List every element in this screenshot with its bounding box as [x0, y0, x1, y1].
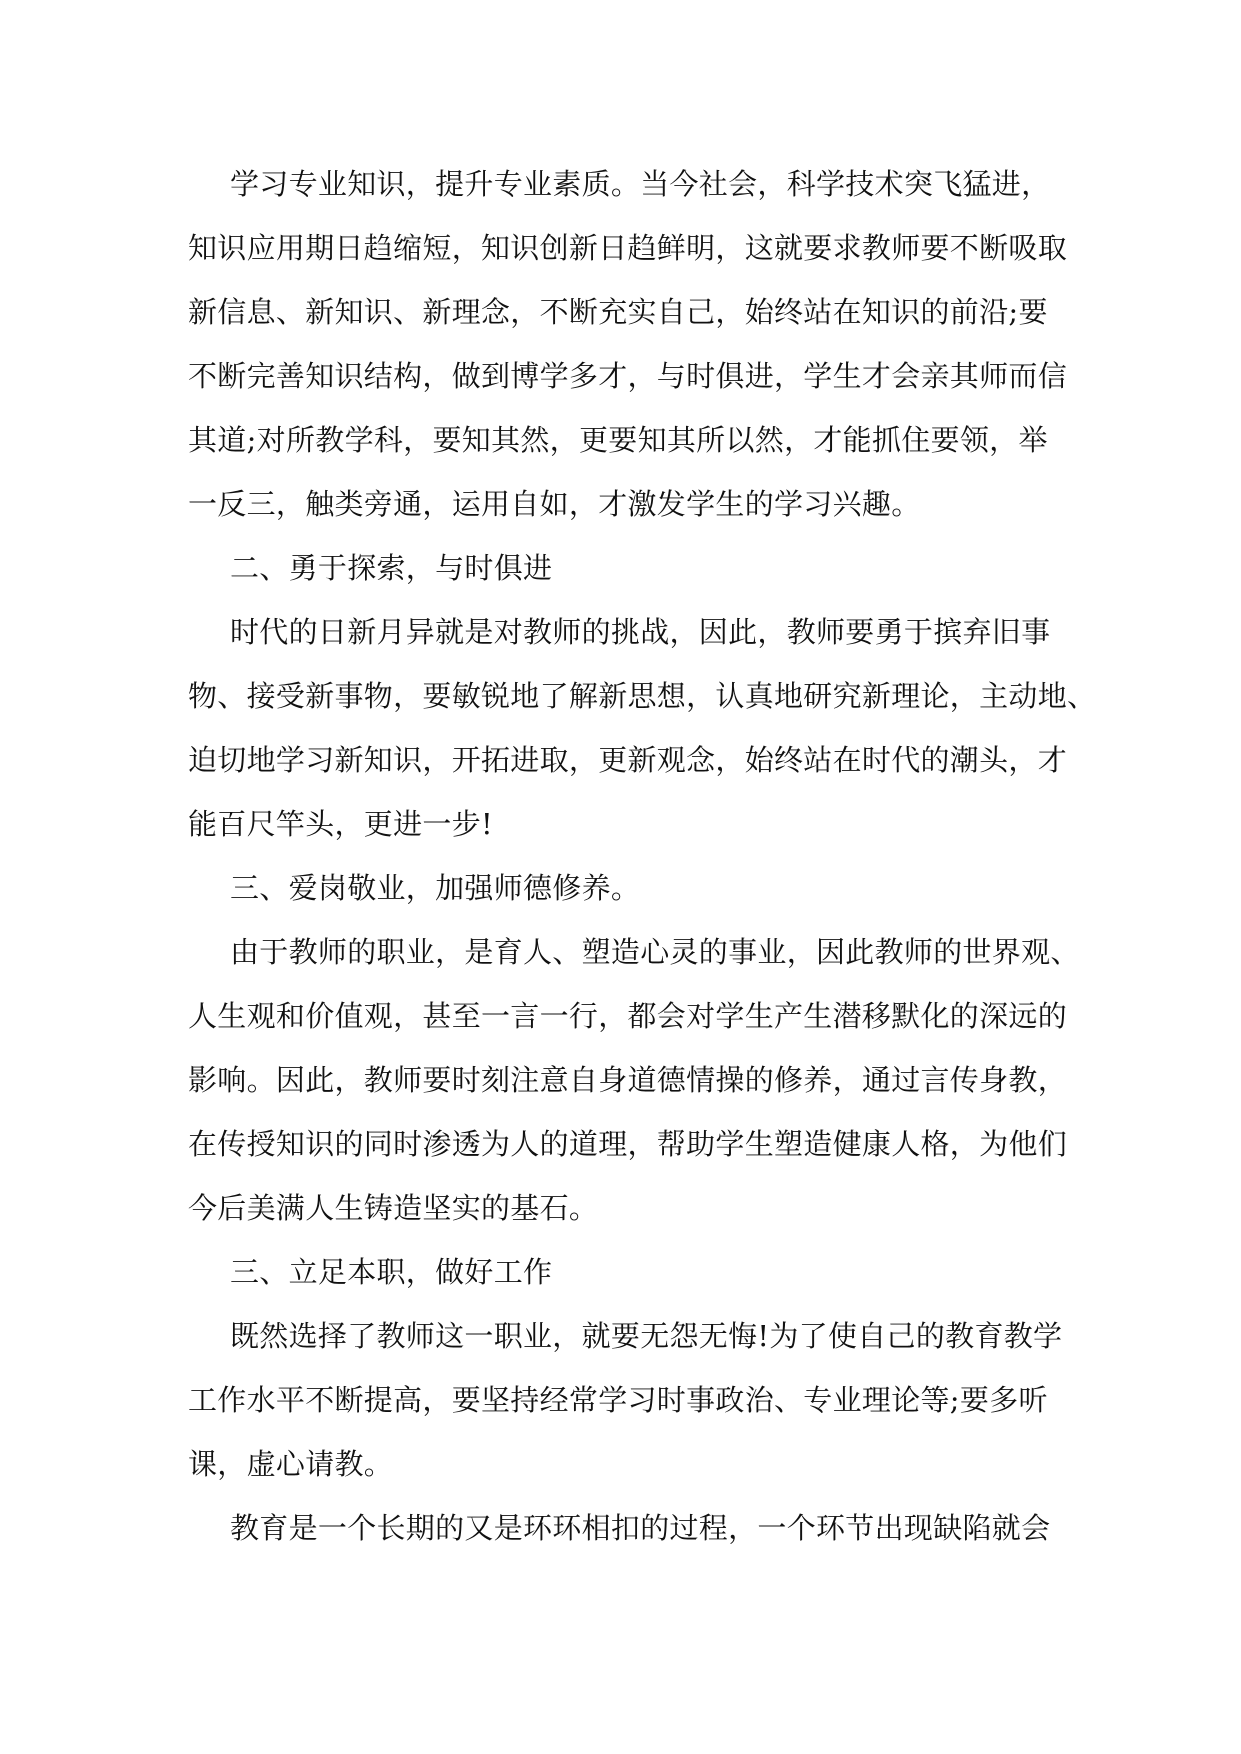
section-heading: 三、立足本职，做好工作: [230, 1255, 553, 1289]
section-heading: 二、勇于探索，与时俱进: [230, 551, 553, 585]
text-line: 课，虚心请教。: [188, 1447, 394, 1481]
text-line: 教育是一个长期的又是环环相扣的过程，一个环节出现缺陷就会: [230, 1511, 1051, 1545]
document-body: [188, 152, 1097, 1560]
text-line: 一反三，触类旁通，运用自如，才激发学生的学习兴趣。: [188, 487, 921, 521]
text-line: 影响。因此，教师要时刻注意自身道德情操的修养，通过言传身教，: [188, 1063, 1068, 1097]
text-line: 知识应用期日趋缩短，知识创新日趋鲜明，这就要求教师要不断吸取: [188, 231, 1068, 265]
text-line: 其道;对所教学科，要知其然，更要知其所以然，才能抓住要领，举: [188, 423, 1048, 457]
text-line: 时代的日新月异就是对教师的挑战，因此，教师要勇于摈弃旧事: [230, 615, 1051, 649]
text-line: 既然选择了教师这一职业，就要无怨无悔!为了使自己的教育教学: [230, 1319, 1063, 1353]
text-line: 物、接受新事物，要敏锐地了解新思想，认真地研究新理论，主动地、: [188, 679, 1097, 713]
text-line: 新信息、新知识、新理念，不断充实自己，始终站在知识的前沿;要: [188, 295, 1048, 329]
text-line: 能百尺竿头，更进一步!: [188, 807, 493, 841]
text-line: 在传授知识的同时渗透为人的道理，帮助学生塑造健康人格，为他们: [188, 1127, 1068, 1161]
text-line: 迫切地学习新知识，开拓进取，更新观念，始终站在时代的潮头，才: [188, 743, 1068, 777]
section-heading: 三、爱岗敬业，加强师德修养。: [230, 871, 641, 905]
text-line: 今后美满人生铸造坚实的基石。: [188, 1191, 599, 1225]
text-line: 由于教师的职业，是育人、塑造心灵的事业，因此教师的世界观、: [230, 935, 1080, 969]
text-line: 不断完善知识结构，做到博学多才，与时俱进，学生才会亲其师而信: [188, 359, 1068, 393]
text-line: 学习专业知识，提升专业素质。当今社会，科学技术突飞猛进，: [230, 167, 1051, 201]
text-line: 工作水平不断提高，要坚持经常学习时事政治、专业理论等;要多听: [188, 1383, 1048, 1417]
text-line: 人生观和价值观，甚至一言一行，都会对学生产生潜移默化的深远的: [188, 999, 1068, 1033]
